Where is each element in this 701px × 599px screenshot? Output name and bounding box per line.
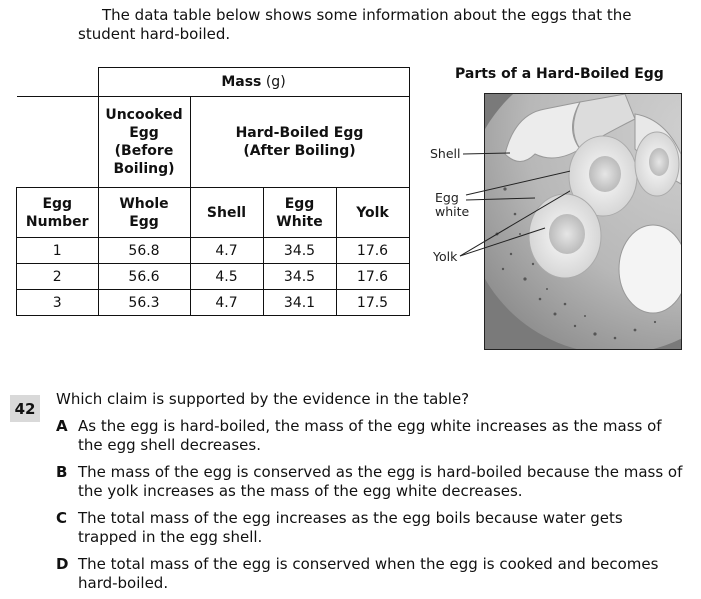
table-row: [17, 290, 410, 316]
column-header-shell: [190, 188, 263, 238]
table-cell: 1: [17, 238, 99, 264]
label-shell: Shell: [430, 146, 461, 161]
table-row: [17, 238, 410, 264]
table-cell: 34.5: [263, 238, 336, 264]
table-cell: 34.1: [263, 290, 336, 316]
question-stem: Which claim is supported by the evidence in the table?: [56, 390, 470, 408]
label-egg-white-line-1: Egg: [435, 190, 459, 205]
table-cell: 17.6: [336, 264, 409, 290]
option-letter: A: [56, 417, 68, 435]
column-header-egg-white: [263, 188, 336, 238]
table-cell: 2: [17, 264, 99, 290]
column-header-line: Egg: [284, 195, 315, 212]
column-header-line: Yolk: [356, 204, 389, 221]
column-header-line: Number: [25, 213, 89, 230]
option-text: As the egg is hard-boiled, the mass of the egg white increases as the mass of the egg shell decreases.: [78, 417, 662, 454]
table-cell: 4.7: [190, 238, 263, 264]
option-letter: C: [56, 509, 68, 527]
answer-option-c[interactable]: [56, 509, 686, 547]
table-cell: 4.7: [190, 290, 263, 316]
table-cell: 17.6: [336, 238, 409, 264]
mass-unit: (g): [265, 74, 286, 90]
egg-mass-table: [16, 67, 410, 316]
label-egg-white-line-2: white: [435, 204, 470, 219]
column-header-line: Shell: [206, 204, 247, 221]
table-row: [17, 264, 410, 290]
option-text: The total mass of the egg increases as the egg boils because water gets trapped in the egg shell.: [78, 509, 623, 546]
option-letter: D: [56, 555, 69, 573]
column-header-line: White: [276, 213, 323, 230]
intro-line-1: The data table below shows some information about the eggs that the: [102, 6, 632, 24]
uncooked-header: [98, 97, 190, 188]
label-egg-white: [435, 191, 469, 219]
intro-text: [78, 6, 638, 44]
mass-header-cell: [98, 68, 409, 97]
table-cell: 3: [17, 290, 99, 316]
column-header-yolk: [336, 188, 409, 238]
uncooked-header-line: Uncooked: [105, 107, 183, 123]
answer-option-b[interactable]: [56, 463, 686, 501]
table-cell: 56.8: [98, 238, 190, 264]
answer-option-a[interactable]: [56, 417, 686, 455]
uncooked-header-line: (Before: [114, 143, 174, 159]
label-yolk: Yolk: [433, 249, 458, 264]
figure-title: Parts of a Hard-Boiled Egg: [455, 66, 664, 82]
column-header-line: Egg: [42, 195, 73, 212]
table-cell: 34.5: [263, 264, 336, 290]
option-text: The total mass of the egg is conserved when the egg is cooked and becomes hard-boiled.: [78, 555, 659, 592]
intro-line-2: student hard-boiled.: [78, 25, 231, 43]
hard-boiled-header-line: (After Boiling): [243, 143, 356, 159]
option-letter: B: [56, 463, 68, 481]
hard-boiled-header: [190, 97, 409, 188]
uncooked-header-line: Boiling): [113, 161, 175, 177]
question-number: 42: [10, 395, 40, 422]
table-cell: 17.5: [336, 290, 409, 316]
answer-option-d[interactable]: [56, 555, 686, 593]
uncooked-header-line: Egg: [129, 125, 159, 141]
column-header-egg-number: [17, 188, 99, 238]
table-cell: 4.5: [190, 264, 263, 290]
column-header-whole-egg: [98, 188, 190, 238]
mass-header: Mass: [221, 74, 262, 90]
table-cell: 56.6: [98, 264, 190, 290]
table-cell: 56.3: [98, 290, 190, 316]
hard-boiled-header-line: Hard-Boiled Egg: [235, 125, 364, 141]
column-header-line: Egg: [129, 213, 159, 230]
column-header-line: Whole: [119, 195, 169, 212]
option-text: The mass of the egg is conserved as the egg is hard-boiled because the mass of the yolk increases as the mass of the egg white decreases.: [78, 463, 683, 500]
